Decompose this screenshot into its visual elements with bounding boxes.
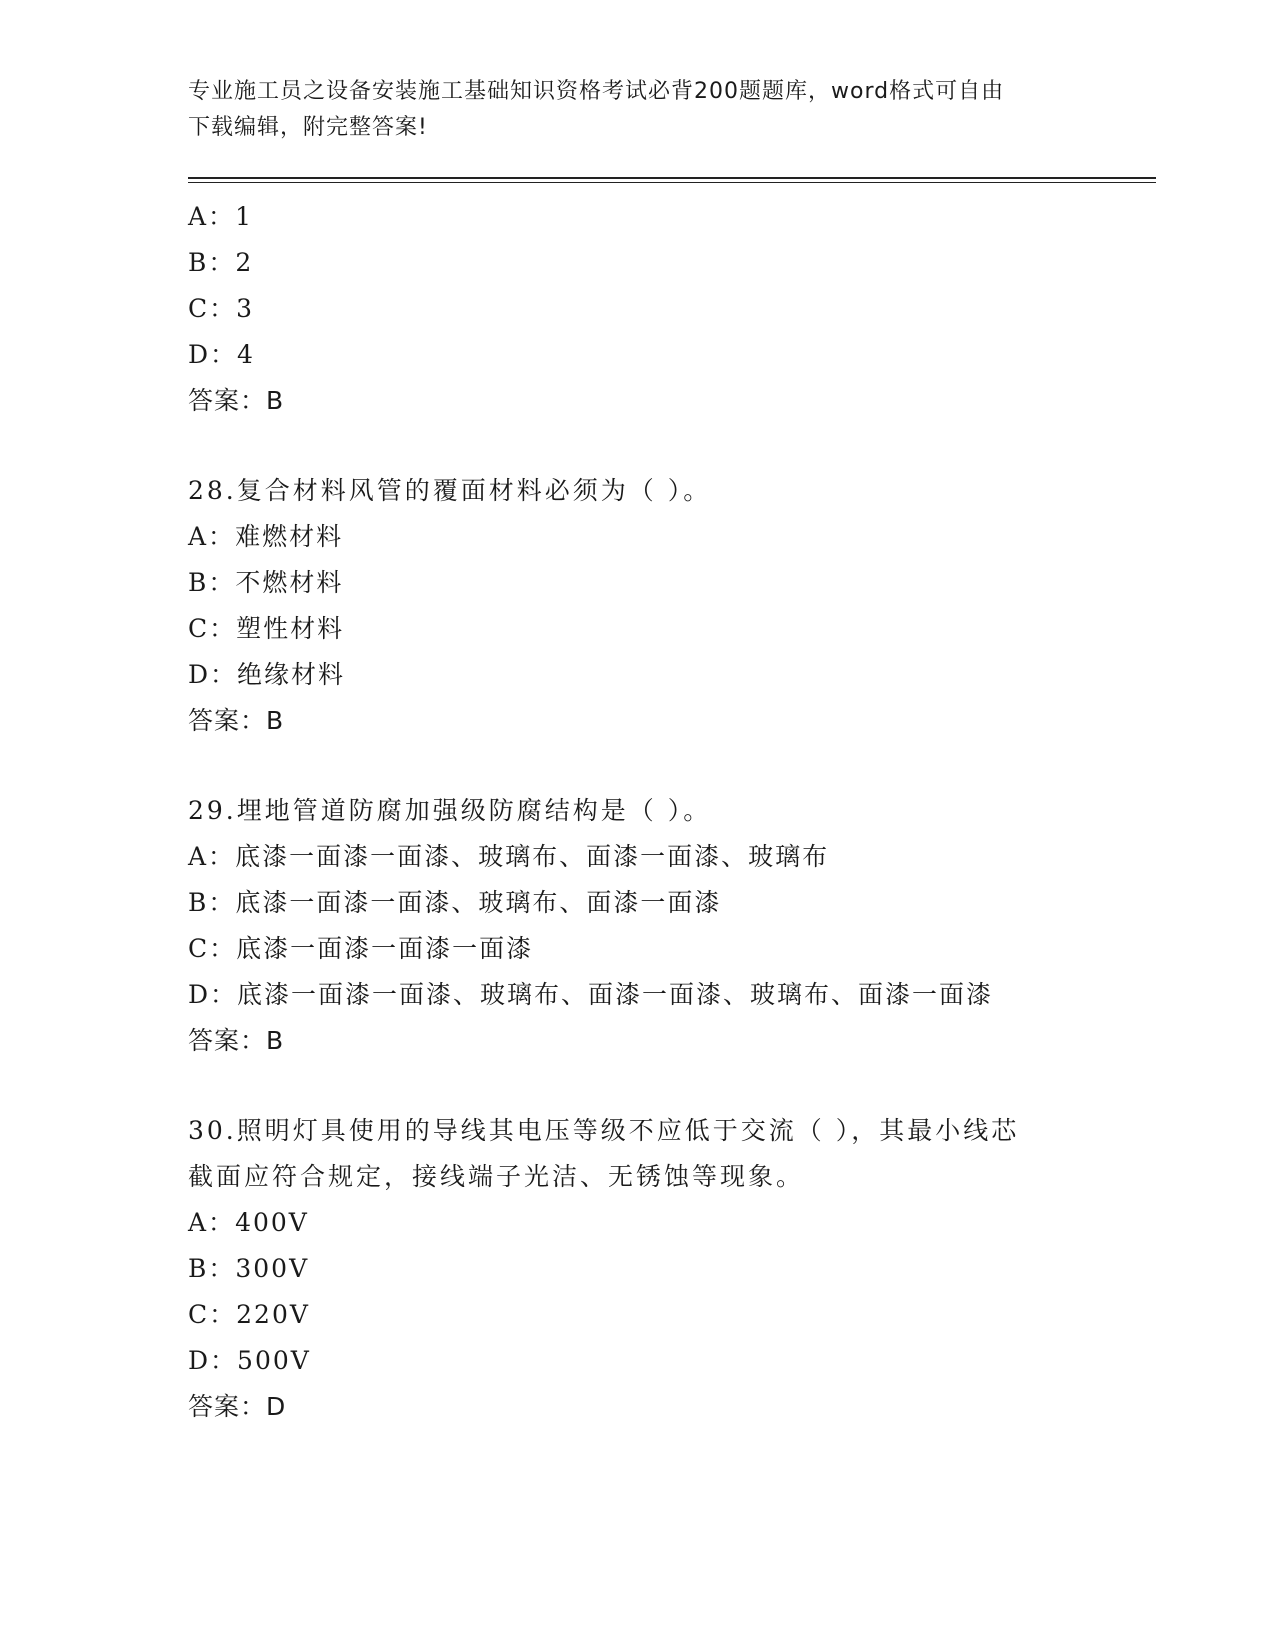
- option-text: 难燃材料: [235, 522, 344, 551]
- answer-line: 答案：B: [188, 386, 285, 415]
- question-text: 29.埋地管道防腐加强级防腐结构是（ ）。: [188, 796, 712, 825]
- document-header: [188, 74, 1068, 146]
- header-divider-thick: [188, 177, 1156, 179]
- option-d: [188, 972, 1148, 1018]
- option-c: [188, 286, 1148, 332]
- option-b: [188, 560, 1148, 606]
- question-text-line-2: 截面应符合规定，接线端子光洁、无锈蚀等现象。: [188, 1162, 805, 1191]
- option-letter: C：: [188, 294, 237, 323]
- header-line-2: 下载编辑，附完整答案!: [188, 115, 428, 140]
- option-text: 不燃材料: [235, 568, 344, 597]
- option-b: [188, 240, 1148, 286]
- option-text: 4: [237, 340, 255, 369]
- option-letter: A：: [188, 1208, 236, 1237]
- option-text: 220V: [236, 1300, 310, 1329]
- question-text: 28.复合材料风管的覆面材料必须为（ ）。: [188, 476, 712, 505]
- option-c: [188, 926, 1148, 972]
- option-letter: D：: [188, 1346, 238, 1375]
- option-letter: C：: [188, 934, 237, 963]
- option-text: 底漆一面漆一面漆、玻璃布、面漆一面漆、玻璃布、面漆一面漆: [237, 980, 994, 1009]
- option-a: [188, 194, 1148, 240]
- header-divider-thin: [188, 182, 1156, 183]
- header-line-1: 专业施工员之设备安装施工基础知识资格考试必背200题题库，word格式可自由: [188, 79, 1005, 104]
- question-text-line-1: 30.照明灯具使用的导线其电压等级不应低于交流（ ），其最小线芯: [188, 1116, 1020, 1145]
- option-letter: A：: [188, 202, 236, 231]
- option-text: 3: [236, 294, 255, 323]
- option-text: 底漆一面漆一面漆一面漆: [236, 934, 534, 963]
- option-letter: D：: [188, 660, 238, 689]
- option-text: 1: [235, 202, 253, 231]
- option-text: 绝缘材料: [237, 660, 346, 689]
- option-a: [188, 1200, 1148, 1246]
- option-letter: B：: [188, 568, 236, 597]
- option-letter: C：: [188, 614, 237, 643]
- option-letter: A：: [188, 842, 236, 871]
- question-list: [188, 194, 1148, 1430]
- option-d: [188, 652, 1148, 698]
- option-text: 底漆一面漆一面漆、玻璃布、面漆一面漆: [235, 888, 722, 917]
- option-c: [188, 1292, 1148, 1338]
- option-letter: D：: [188, 340, 238, 369]
- answer-line: 答案：B: [188, 1026, 285, 1055]
- answer-line: 答案：B: [188, 706, 285, 735]
- question-29-block: [188, 788, 1148, 1064]
- option-text: 塑性材料: [236, 614, 345, 643]
- option-b: [188, 880, 1148, 926]
- option-text: 300V: [235, 1254, 310, 1283]
- option-text: 底漆一面漆一面漆、玻璃布、面漆一面漆、玻璃布: [235, 842, 830, 871]
- question-28-block: [188, 468, 1148, 744]
- option-letter: B：: [188, 1254, 236, 1283]
- option-a: [188, 514, 1148, 560]
- answer-line: 答案：D: [188, 1392, 287, 1421]
- question-30-block: [188, 1108, 1148, 1430]
- option-b: [188, 1246, 1148, 1292]
- option-letter: B：: [188, 248, 236, 277]
- option-c: [188, 606, 1148, 652]
- option-letter: C：: [188, 1300, 237, 1329]
- question-27-block: [188, 194, 1148, 424]
- option-text: 2: [235, 248, 254, 277]
- option-d: [188, 1338, 1148, 1384]
- option-a: [188, 834, 1148, 880]
- option-letter: A：: [188, 522, 236, 551]
- option-letter: D：: [188, 980, 238, 1009]
- option-text: 500V: [237, 1346, 311, 1375]
- option-text: 400V: [235, 1208, 309, 1237]
- option-d: [188, 332, 1148, 378]
- option-letter: B：: [188, 888, 236, 917]
